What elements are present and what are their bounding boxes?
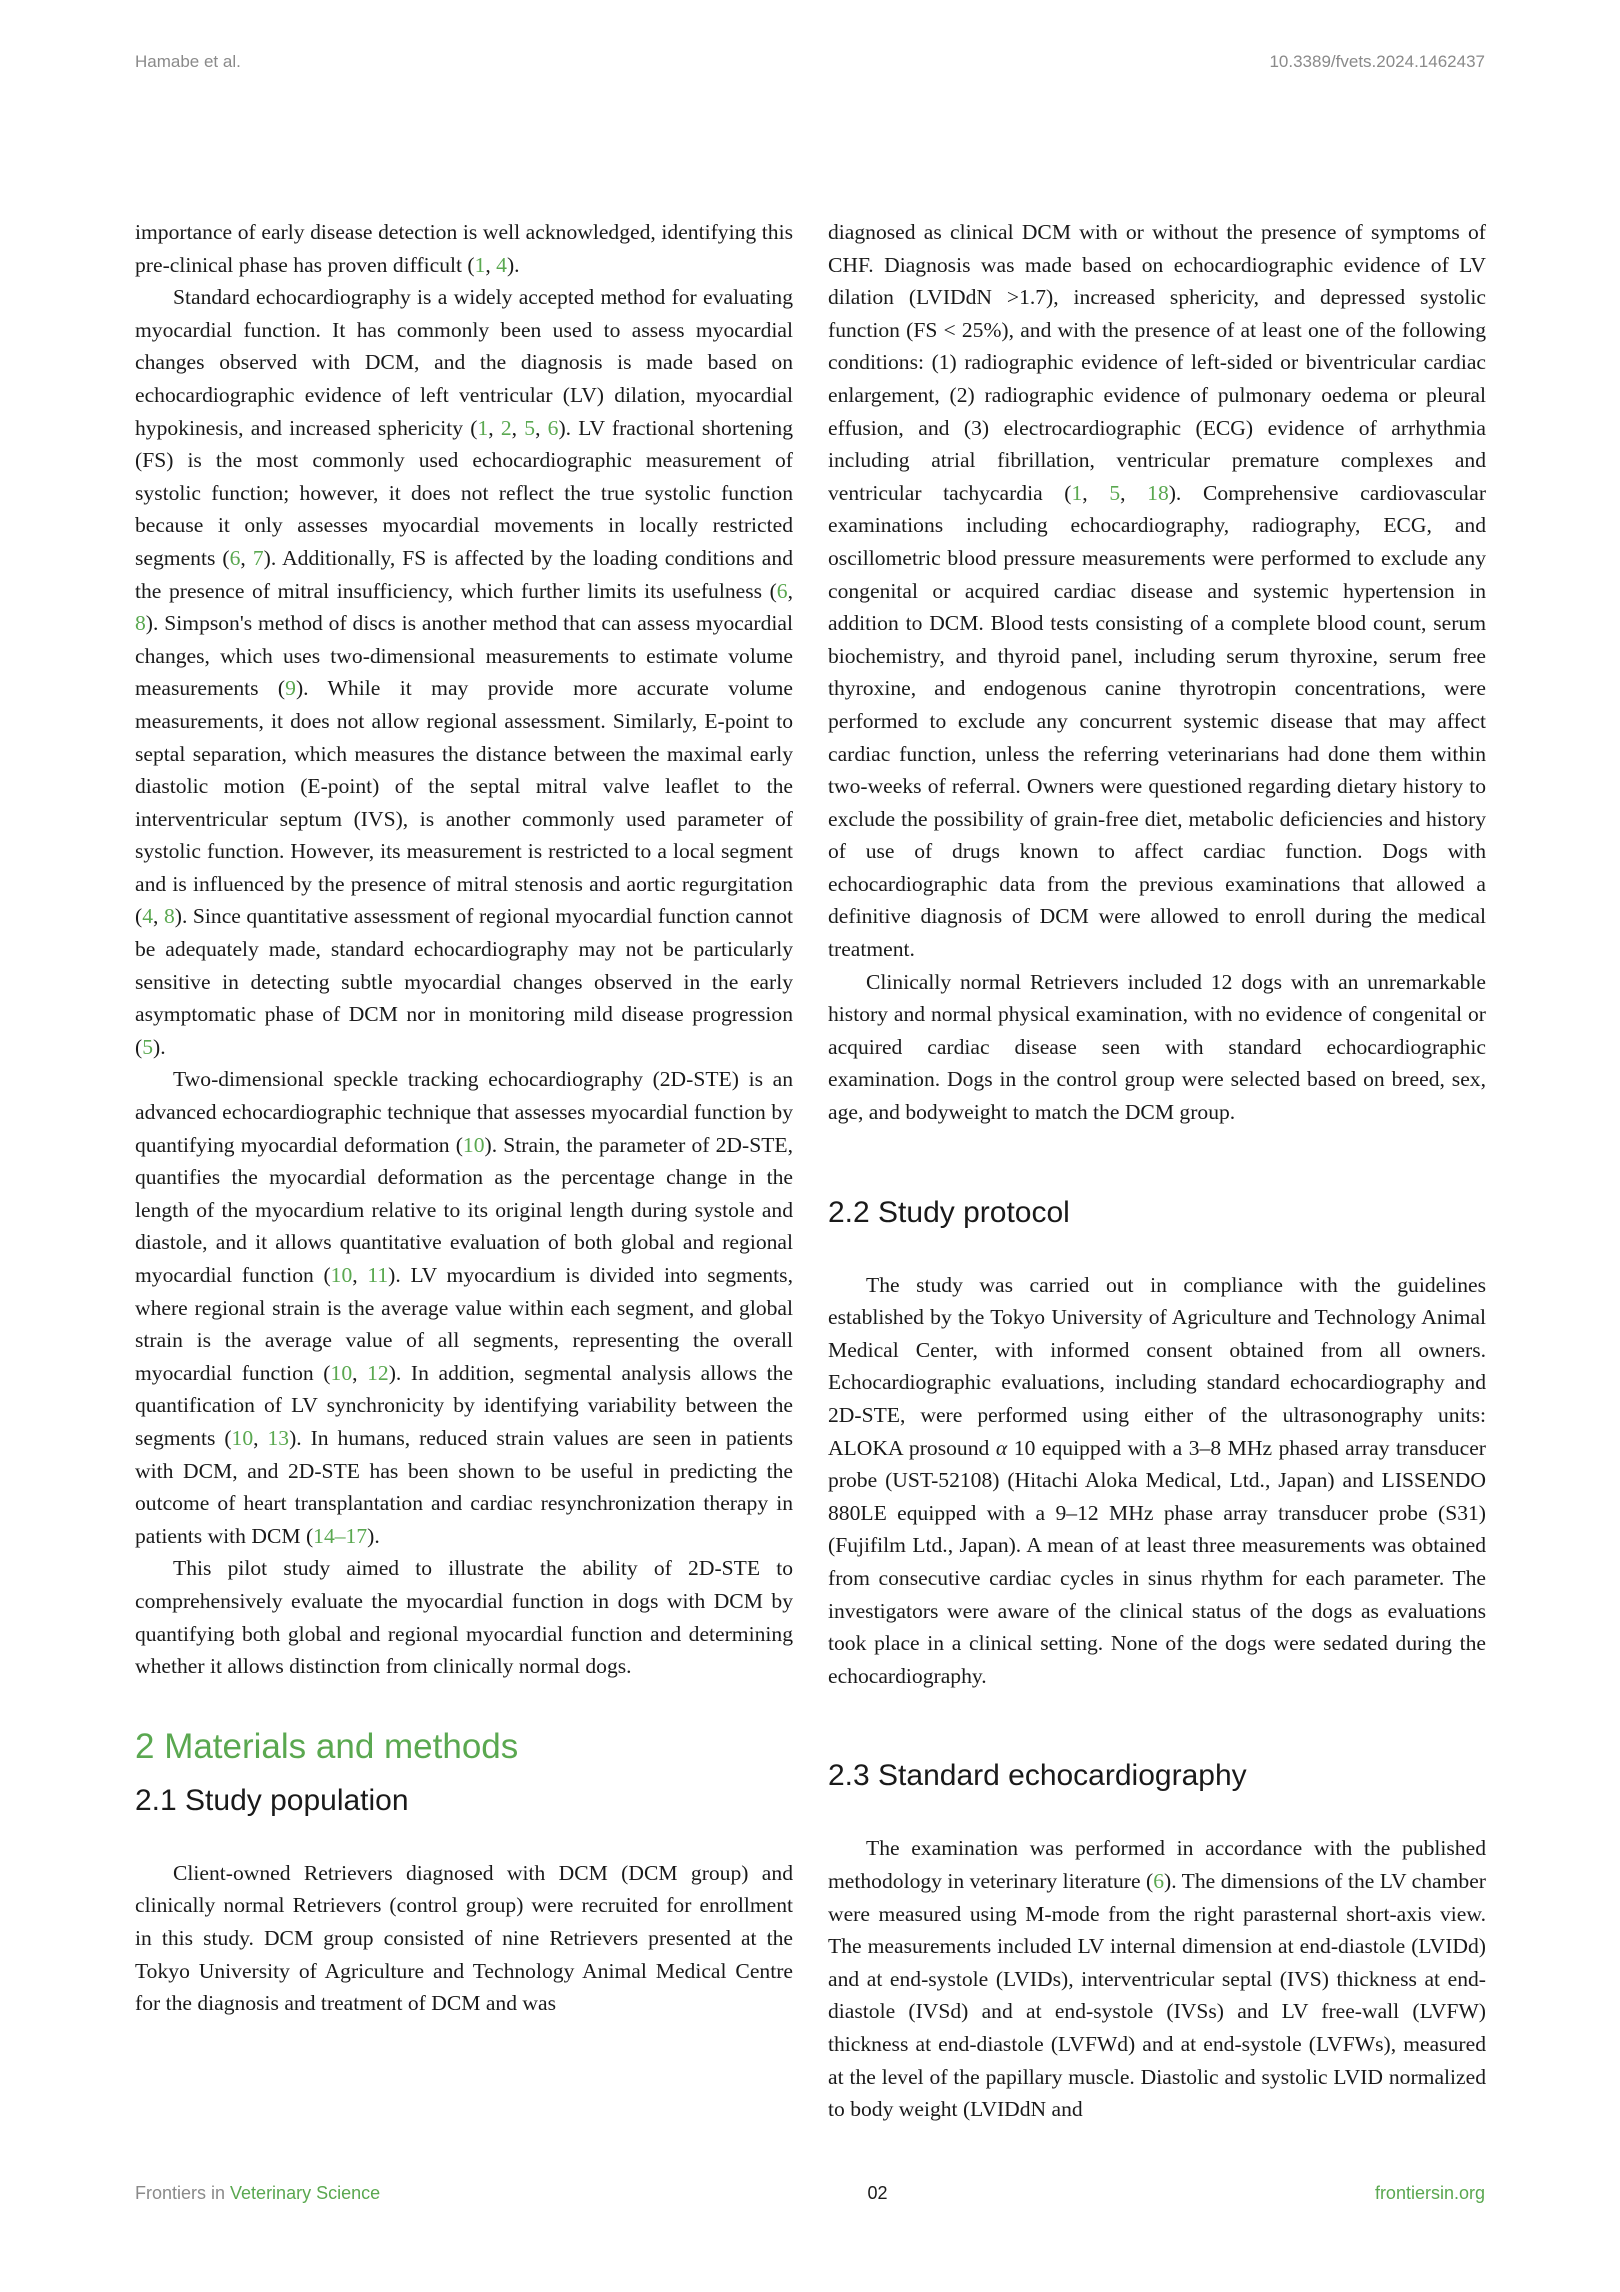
journal-label: Frontiers in Veterinary Science (135, 2183, 381, 2203)
paragraph: The examination was performed in accordance with the published methodology in veterinary literature (6). The dimensions of the LV chamber were measured using M-mode from the right parasternal short-axis view. The measurements included LV internal dimension at end-diastole (LVIDd) and at end-systole (LVIDs), interventricular septal (IVS) thickness at end-diastole (IVSd) and at end-systole (IVSs) and LV free-wall (LVFW) thickness at end-diastole (LVFWd) and at end-systole (LVFWs), measured at the level of the papillary muscle. Diastolic and systolic LVID normalized to body weight (LVIDdN and (828, 1836, 1486, 2122)
paragraph: Client-owned Retrievers diagnosed with DCM (DCM group) and clinically normal Retrievers (control group) were recruited for enrollment in this study. DCM group consisted of nine Retrievers presented at the Tokyo University of Agriculture and Technology Animal Medical Centre for the diagnosis and treatment of DCM and was (135, 1860, 793, 2016)
citation-link[interactable]: 2 (500, 415, 512, 440)
citation-link[interactable]: 5 (524, 415, 536, 440)
citation-link[interactable]: 10 (231, 1425, 254, 1450)
page-footer (135, 2183, 1485, 2204)
citation-link[interactable]: 13 (267, 1425, 290, 1450)
citation-link[interactable]: 6 (229, 545, 241, 570)
site-link[interactable]: frontiersin.org (1374, 2183, 1485, 2203)
journal-link[interactable]: Veterinary Science (230, 2183, 381, 2203)
citation-link[interactable]: 6 (776, 578, 788, 603)
citation-link[interactable]: 1 (474, 252, 486, 277)
citation-link[interactable]: 1 (1071, 480, 1083, 505)
citation-link[interactable]: 4 (496, 252, 507, 277)
subsection-heading: 2.1 Study population (135, 1783, 409, 1817)
citation-link[interactable]: 18 (1147, 480, 1169, 505)
citation-link[interactable]: 12 (367, 1360, 389, 1385)
alpha-symbol: α (995, 1435, 1008, 1460)
paragraph: Clinically normal Retrievers included 12 dogs with an unremarkable history and normal physical examination, with no evidence of congenital or acquired cardiac disease seen with standard echocardiographic examination. Dogs in the control group were selected based on breed, sex, age, and bodyweight to match the DCM group. (828, 969, 1486, 1125)
citation-link[interactable]: 8 (135, 611, 146, 636)
citation-link[interactable]: 5 (1109, 480, 1121, 505)
doi-link[interactable]: 10.3389/fvets.2024.1462437 (1269, 52, 1485, 71)
paragraph: Two-dimensional speckle tracking echocardiography (2D-STE) is an advanced echocardiographic technique that assesses myocardial function by quantifying myocardial deformation (10). Strain, the parameter of 2D-STE, quantifies the myocardial deformation as the percentage change in the length of the myocardium relative to its original length during systole and diastole, and it allows quantitative evaluation of both global and regional myocardial function (10, 11). LV myocardium is divided into segments, where regional strain is the average value within each segment, and global strain is the average value of all segments, representing the overall myocardial function (10, 12). In addition, segmental analysis allows the quantification of LV synchronicity by identifying variability between the segments (10, 13). In humans, reduced strain values are seen in patients with DCM, and 2D-STE has been shown to be useful in predicting the outcome of heart transplantation and cardiac resynchronization therapy in patients with DCM (14–17). (135, 1067, 793, 1548)
citation-link[interactable]: 14–17 (313, 1523, 368, 1548)
paragraph: diagnosed as clinical DCM with or without the presence of symptoms of CHF. Diagnosis was made based on echocardiographic evidence of LV dilation (LVIDdN >1.7), increased sphericity, and depressed systolic function (FS < 25%), and with the presence of at least one of the following conditions: (1) radiographic evidence of left-sided or biventricular cardiac enlargement, (2) radiographic evidence of pulmonary oedema or pleural effusion, and (3) electrocardiographic (ECG) evidence of arrhythmia including atrial fibrillation, ventricular premature complexes and ventricular tachycardia (1, 5, 18). Comprehensive cardiovascular examinations including echocardiography, radiography, ECG, and oscillometric blood pressure measurements were performed to exclude any congenital or acquired cardiac disease and systemic hypertension in addition to DCM. Blood tests consisting of a complete blood count, serum biochemistry, and thyroid panel, including serum thyroxine, serum free thyroxine, and endogenous canine thyrotropin concentrations, were performed to exclude any concurrent systemic disease that may affect cardiac function, unless the referring veterinarians had done them within two-weeks of referral. Owners were questioned regarding dietary history to exclude the possibility of grain-free diet, metabolic deficiencies and history of use of drugs known to affect cardiac function. Dogs with echocardiographic data from the previous examinations that allowed a definitive diagnosis of DCM were allowed to enroll during the medical treatment. (828, 220, 1487, 962)
citation-link[interactable]: 6 (1153, 1868, 1165, 1893)
citation-link[interactable]: 11 (367, 1263, 389, 1287)
paragraph: The study was carried out in compliance with the guidelines established by the Tokyo University of Agriculture and Technology Animal Medical Center, with informed consent obtained from all owners. Echocardiographic evaluations, including standard echocardiography and 2D-STE, were performed using either of the ultrasonography units: ALOKA prosound α 10 equipped with a 3–8 MHz phased array transducer probe (UST-52108) (Hitachi Aloka Medical, Ltd., Japan) and LISSENDO 880LE equipped with a 9–12 MHz phase array transducer probe (S31) (Fujifilm Ltd., Japan). A mean of at least three measurements was obtained from consecutive cardiac cycles in sinus rhythm for each parameter. The investigators were aware of the clinical status of the dogs as evaluations took place in a clinical setting. None of the dogs were sedated during the echocardiography. (828, 1272, 1486, 1688)
paragraph: importance of early disease detection is well acknowledged, identifying this pre-clinical phase has proven difficult (1, 4). (135, 220, 793, 277)
citation-link[interactable]: 5 (142, 1034, 153, 1059)
left-column (135, 216, 793, 2020)
paragraph: This pilot study aimed to illustrate the ability of 2D-STE to comprehensively evaluate the myocardial function in dogs with DCM by quantifying both global and regional myocardial function and determining whether it allows distinction from clinically normal dogs. (135, 1556, 793, 1679)
subsection-heading: 2.3 Standard echocardiography (828, 1759, 1247, 1793)
citation-link[interactable]: 4 (142, 904, 153, 929)
paragraph: Standard echocardiography is a widely accepted method for evaluating myocardial function. It has commonly been used to assess myocardial changes observed with DCM, and the diagnosis is made based on echocardiographic evidence of left ventricular (LV) dilation, myocardial hypokinesis, and increased sphericity (1, 2, 5, 6). LV fractional shortening (FS) is the most commonly used echocardiographic measurement of systolic function; however, it does not reflect the true systolic function because it only assesses myocardial movements in locally restricted segments (6, 7). Additionally, FS is affected by the loading conditions and the presence of mitral insufficiency, which further limits its usefulness (6, 8). Simpson's method of discs is another method that can assess myocardial changes, which uses two-dimensional measurements to estimate volume measurements (9). While it may provide more accurate volume measurements, it does not allow regional assessment. Similarly, E-point to septal separation, which measures the distance between the maximal early diastolic motion (E-point) of the septal mitral valve leaflet to the interventricular septum (IVS), is another commonly used parameter of systolic function. However, its measurement is restricted to a local segment and is influenced by the presence of mitral stenosis and aortic regurgitation (4, 8). Since quantitative assessment of regional myocardial function cannot be adequately made, standard echocardiography may not be particularly sensitive in detecting subtle myocardial changes observed in the early asymptomatic phase of DCM nor in monitoring mild disease progression (5). (135, 285, 793, 1059)
citation-link[interactable]: 6 (547, 415, 559, 440)
citation-link[interactable]: 10 (330, 1360, 353, 1385)
section-heading: 2 Materials and methods (135, 1726, 519, 1766)
page-number: 02 (867, 2183, 888, 2203)
right-column (828, 216, 1486, 2126)
citation-link[interactable]: 8 (163, 904, 175, 929)
citation-link[interactable]: 7 (252, 545, 264, 570)
citation-link[interactable]: 1 (477, 415, 489, 440)
citation-link[interactable]: 10 (462, 1132, 485, 1157)
subsection-heading: 2.2 Study protocol (828, 1195, 1070, 1229)
citation-link[interactable]: 9 (285, 676, 296, 701)
page-header (135, 52, 1485, 72)
citation-link[interactable]: 10 (330, 1263, 353, 1287)
running-authors: Hamabe et al. (135, 52, 241, 71)
